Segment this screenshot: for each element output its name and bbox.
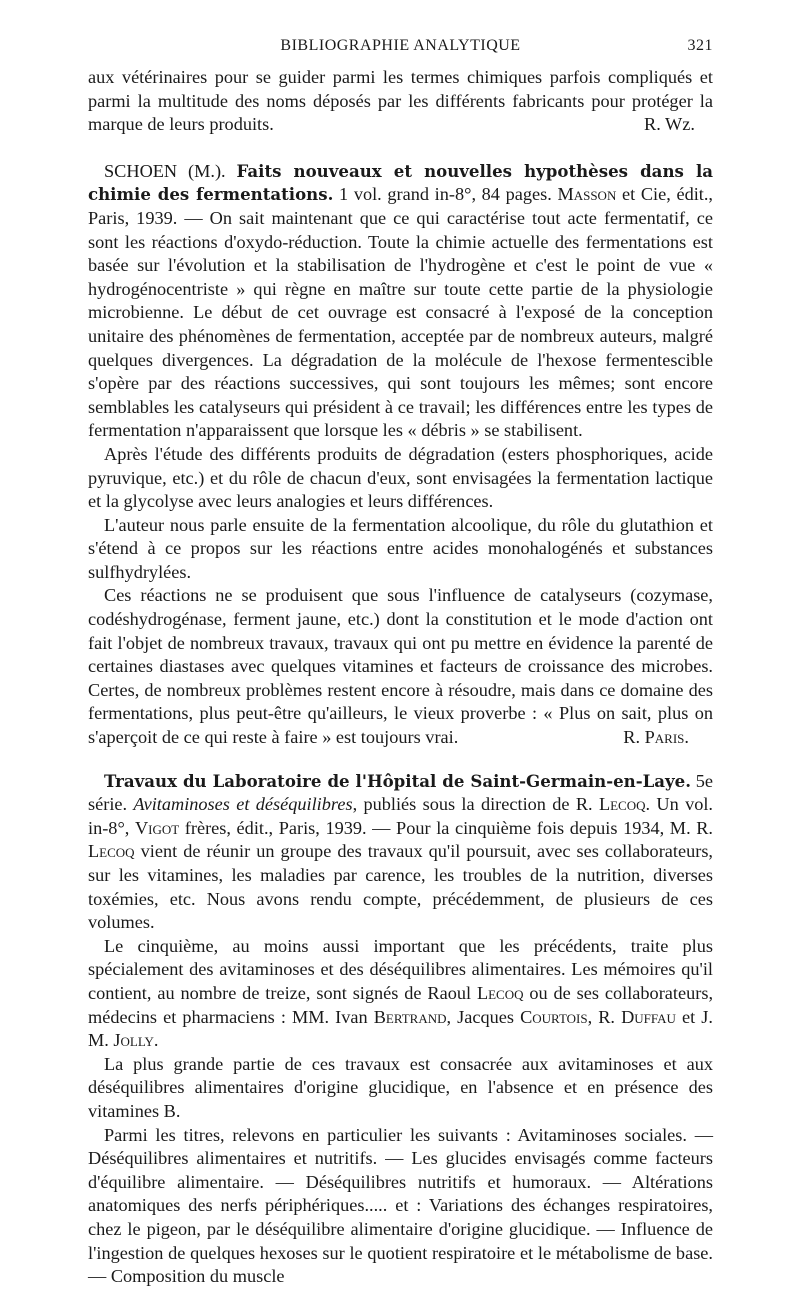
review-text: et J. M. — [88, 1006, 713, 1051]
review-paragraph — [88, 935, 713, 1053]
review-body: et Cie, édit., Paris, 1939. — On sait maintenant que ce qui caractérise tout acte fermentatif, ce sont les réactions d'oxydo-réduction. Toute la chimie actuelle des fermentations est basée sur l'évolution et la stabilisation de l'hydrogène et c'est le point de vue « hydrogénocentriste » qui règne en maître sur toute cette partie de la physiologie microbienne. Le début de cet ouvrage est consacré à l'exposé de la conception unitaire des phénomènes de fermentation, acceptée par de nombreux auteurs, malgré quelques divergences. La dégradation de la molécule de l'hexose fermentescible s'opère par des réactions successives, qui sont toujours les mêmes; sont encore semblables les catalyseurs qui président à ce travail; les différences entre les types de fermentation n'apparaissent que lorsque les « débris » se stabilisent. — [88, 184, 714, 441]
review-book-title: Faits nouveaux et nouvelles hypothèses dans la chimie des fermentations. — [88, 160, 714, 205]
author-name: Lecoq — [476, 982, 524, 1003]
review-pub-info: . Un vol. in-8°, — [88, 794, 713, 838]
review-body: frères, édit., Paris, 1939. — Pour la cinquième fois depuis 1934, M. R. — [179, 817, 714, 838]
review-paragraph: Après l'étude des différents produits de dégradation (esters phosphoriques, acide pyruvique, etc.) et du rôle de chacun d'eux, sont envisagées la fermentation lactique et la glycolyse avec leurs analogies et leurs différences. — [88, 443, 713, 512]
review-text: . — [153, 1030, 159, 1051]
running-title: BIBLIOGRAPHIE ANALYTIQUE — [280, 37, 521, 54]
review-schoen — [88, 160, 713, 443]
review-body: vient de réunir un groupe des travaux qu'il poursuit, avec ses collaborateurs, sur les vitamines, les maladies par carence, les troubles de la nutrition, diverses toxémies, etc. Nous avons rendu compte, précédemment, de plusieurs de ces volumes. — [88, 841, 713, 933]
page — [88, 34, 713, 1289]
review-text: , R. — [587, 1006, 622, 1027]
running-header — [88, 34, 713, 58]
review-author: SCHOEN (M.). — [104, 160, 226, 181]
review-text: aux vétérinaires pour se guider parmi les termes chimiques parfois compliqués et parmi la multitude des noms déposés par les différents fabricants pour protéger la marque de leurs produits. — [88, 67, 713, 135]
review-series: 5e série. — [88, 770, 713, 815]
review-text: Ces réactions ne se produisent que sous l'influence de catalyseurs (cozymase, codéshydrogénase, ferment jaune, etc.) dont la constitution et le mode d'action ont fait l'objet de nombreux travaux, travaux qui ont pu mettre en évidence la parenté de certaines diastases avec quelques vitamines et facteurs de croissance des microbes. Certes, de nombreux problèmes restent encore à résoudre, mais dans ce domaine des fermentations, plus peut-être qu'ailleurs, le vieux proverbe : « Plus on sait, plus on s'aperçoit de ce qui reste à faire » est toujours vrai. — [88, 585, 713, 748]
review-signature: R. Wz. — [644, 114, 695, 135]
review-pub-info: , publiés sous la direction de R. — [352, 794, 599, 815]
review-paragraph — [88, 584, 713, 749]
review-paragraph: Parmi les titres, relevons en particulier les suivants : Avitaminoses sociales. — Déséquilibres alimentaires et nutritifs. — Les glucides envisagés comme facteurs d'équilibre alimentaire. — Déséquilibres nutritifs et humoraux. — Altérations anatomiques des nerfs périphériques..... et : Variations des échanges respiratoires, chez le pigeon, par le déséquilibre alimentaire d'origine glucidique. — Influence de l'ingestion de quelques hexoses sur le quotient respiratoire et le métabolisme de base. — Composition du muscle — [88, 1124, 713, 1287]
publisher-name: Masson — [557, 184, 617, 205]
review-text: , Jacques — [446, 1006, 521, 1027]
author-name: Courtois — [520, 1006, 588, 1027]
review-signature: R. Paris. — [623, 727, 689, 748]
author-name: Lecoq — [598, 794, 646, 815]
review-text: ou de ses collaborateurs, médecins et pharmaciens : MM. Ivan — [88, 982, 714, 1027]
review-pub-info: 1 vol. grand in-8°, 84 pages. — [333, 184, 558, 205]
review-paragraph: La plus grande partie de ces travaux est consacrée aux avitaminoses et aux déséquilibres alimentaires d'origine glucidique, en l'absence et en présence des vitamines B. — [88, 1053, 713, 1121]
page-number: 321 — [687, 37, 713, 54]
review-text: Le cinquième, au moins aussi important que les précédents, traite plus spécialement des avitaminoses et des déséquilibres alimentaires. Les mémoires qu'il contient, au nombre de treize, sont signés de Raoul — [88, 935, 713, 1003]
review-subtitle: Avitaminoses et déséquilibres — [133, 794, 353, 815]
author-name: Bertrand — [373, 1006, 447, 1027]
review-continuation — [88, 66, 713, 137]
publisher-name: Vigot — [134, 817, 180, 838]
review-saint-germain — [88, 770, 713, 935]
review-book-title: Travaux du Laboratoire de l'Hôpital de Saint-Germain-en-Laye. — [104, 770, 691, 791]
author-name: Lecoq — [88, 841, 135, 862]
author-name: Duffau — [621, 1006, 676, 1027]
review-paragraph: L'auteur nous parle ensuite de la fermentation alcoolique, du rôle du glutathion et s'étend à ce propos sur les réactions entre acides monohalogénés et substances sulfhydrylées. — [88, 514, 713, 582]
author-name: Jolly — [113, 1030, 154, 1051]
